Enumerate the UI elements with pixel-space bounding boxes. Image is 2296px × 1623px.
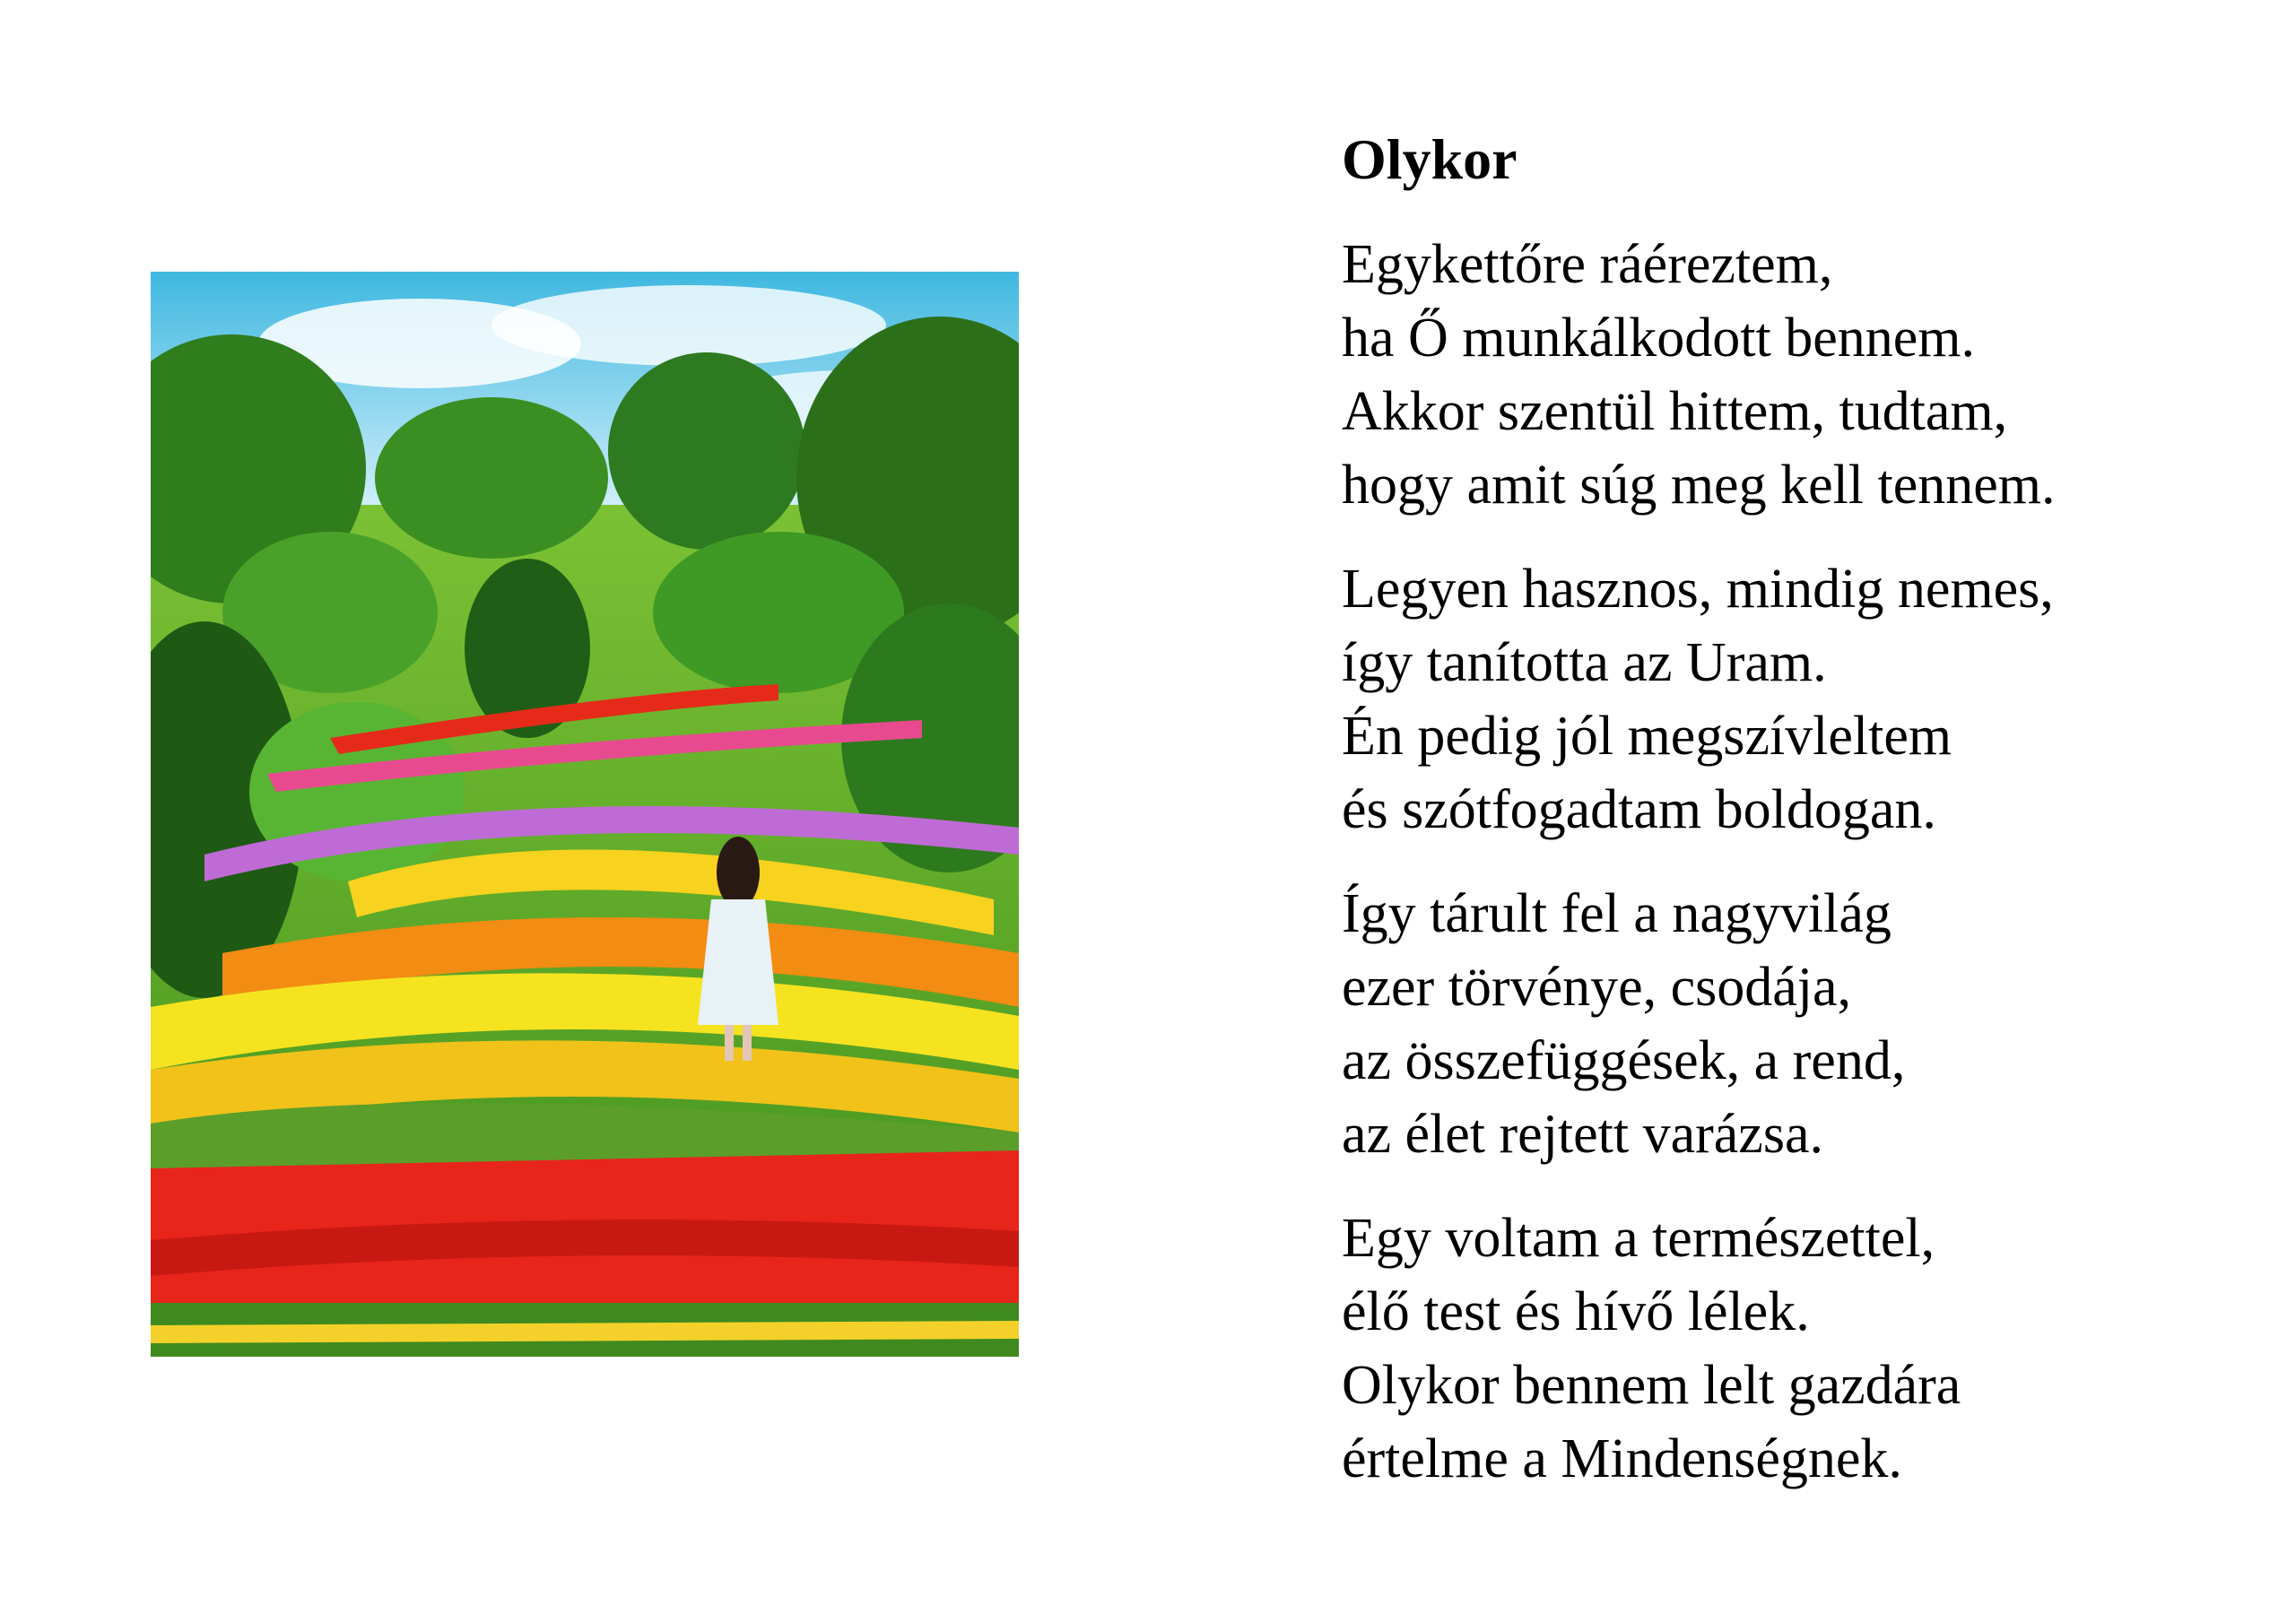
garden-photo bbox=[151, 272, 1019, 1357]
stanza-4 bbox=[1342, 1202, 2239, 1496]
poem-line: az élet rejtett varázsa. bbox=[1342, 1104, 1823, 1165]
poem-line: Egy voltam a természettel, bbox=[1342, 1208, 1935, 1269]
poem-line: élő test és hívő lélek. bbox=[1342, 1281, 1810, 1342]
poem-line: ha Ő munkálkodott bennem. bbox=[1342, 308, 1975, 369]
poem-line: így tanította az Uram. bbox=[1342, 632, 1827, 693]
poem-line: és szótfogadtam boldogan. bbox=[1342, 779, 1936, 840]
poem-line: hogy amit súg meg kell tennem. bbox=[1342, 455, 2056, 516]
poem-line: az összefüggések, a rend, bbox=[1342, 1030, 1906, 1091]
poem-title: Olykor bbox=[1342, 127, 1518, 191]
flower-garden-illustration bbox=[151, 272, 1019, 1357]
poem-line: Így tárult fel a nagyvilág bbox=[1342, 883, 1892, 944]
poem bbox=[1342, 124, 2239, 1526]
poem-line: Legyen hasznos, mindig nemes, bbox=[1342, 559, 2054, 620]
stanza-3 bbox=[1342, 877, 2239, 1171]
poem-line: ezer törvénye, csodája, bbox=[1342, 957, 1852, 1018]
poem-line: értelme a Mindenségnek. bbox=[1342, 1428, 1902, 1489]
poem-line: Akkor szentül hittem, tudtam, bbox=[1342, 381, 2008, 442]
stanza-1 bbox=[1342, 228, 2239, 522]
poem-line: Olykor bennem lelt gazdára bbox=[1342, 1355, 1961, 1416]
poem-line: Én pedig jól megszívleltem bbox=[1342, 706, 1952, 767]
stanza-2 bbox=[1342, 552, 2239, 846]
poem-line: Egykettőre ráéreztem, bbox=[1342, 234, 1833, 295]
